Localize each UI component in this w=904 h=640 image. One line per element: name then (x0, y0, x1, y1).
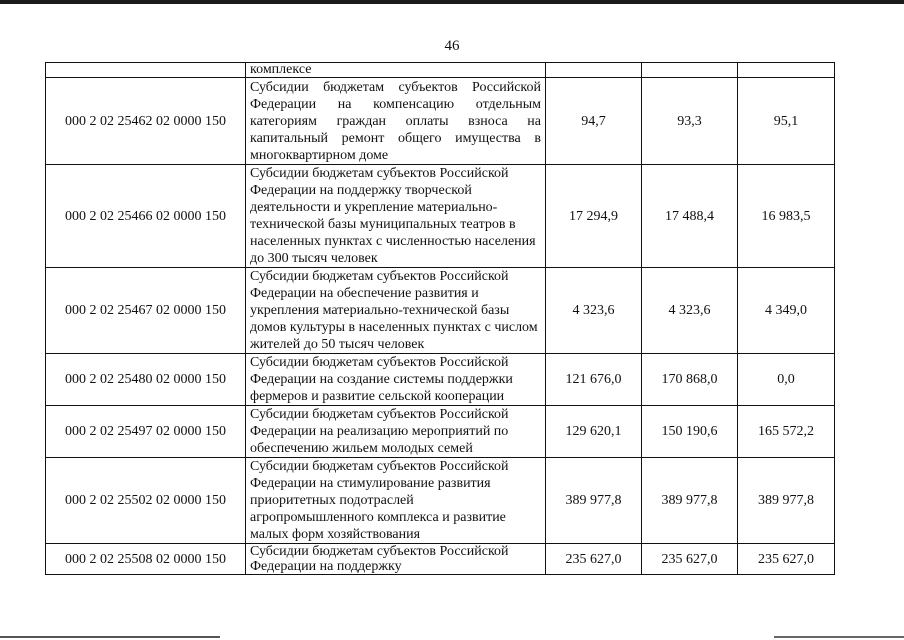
amount-cell-year-2: 4 323,6 (642, 268, 738, 354)
amount-cell-year-3: 165 572,2 (738, 406, 835, 458)
subsidy-name-cell: комплексе (246, 63, 546, 78)
table-row (46, 458, 835, 544)
budget-code-cell: 000 2 02 25462 02 0000 150 (46, 78, 246, 165)
page-number: 46 (444, 38, 460, 54)
amount-cell-year-1: 4 323,6 (546, 268, 642, 354)
subsidy-name-cell: Субсидии бюджетам субъектов Российской Федерации на создание системы поддержки фермеров и развитие сельской кооперации (246, 354, 546, 406)
amount-cell-year-2: 150 190,6 (642, 406, 738, 458)
amount-cell-year-1: 17 294,9 (546, 165, 642, 268)
amount-cell-year-2: 17 488,4 (642, 165, 738, 268)
amount-cell-year-3: 95,1 (738, 78, 835, 165)
amount-cell-year-1: 121 676,0 (546, 354, 642, 406)
amount-cell-year-3: 4 349,0 (738, 268, 835, 354)
budget-subsidies-table (45, 62, 835, 575)
amount-cell-year-3: 389 977,8 (738, 458, 835, 544)
amount-cell-year-2 (642, 63, 738, 78)
budget-code-cell: 000 2 02 25508 02 0000 150 (46, 544, 246, 575)
budget-code-cell: 000 2 02 25466 02 0000 150 (46, 165, 246, 268)
top-scan-border (0, 0, 904, 4)
budget-code-cell (46, 63, 246, 78)
amount-cell-year-3: 235 627,0 (738, 544, 835, 575)
budget-code-cell: 000 2 02 25502 02 0000 150 (46, 458, 246, 544)
amount-cell-year-3 (738, 63, 835, 78)
amount-cell-year-3: 0,0 (738, 354, 835, 406)
table-row (46, 78, 835, 165)
budget-code-cell: 000 2 02 25467 02 0000 150 (46, 268, 246, 354)
budget-code-cell: 000 2 02 25480 02 0000 150 (46, 354, 246, 406)
amount-cell-year-1: 129 620,1 (546, 406, 642, 458)
amount-cell-year-1 (546, 63, 642, 78)
table-row (46, 406, 835, 458)
table-row (46, 544, 835, 575)
bottom-scan-edge-right (774, 636, 904, 638)
amount-cell-year-1: 235 627,0 (546, 544, 642, 575)
subsidy-name-cell: Субсидии бюджетам субъектов Российской Федерации на стимулирование развития приоритетных подотраслей агропромышленного комплекса и развитие малых форм хозяйствования (246, 458, 546, 544)
budget-code-cell: 000 2 02 25497 02 0000 150 (46, 406, 246, 458)
subsidy-name-cell: Субсидии бюджетам субъектов Российской Федерации на поддержку творческой деятельности и укрепление материально-технической базы муниципальных театров в населенных пунктах с численностью населения до 300 тысяч человек (246, 165, 546, 268)
amount-cell-year-3: 16 983,5 (738, 165, 835, 268)
subsidy-name-cell: Субсидии бюджетам субъектов Российской Федерации на реализацию мероприятий по обеспечению жильем молодых семей (246, 406, 546, 458)
amount-cell-year-2: 389 977,8 (642, 458, 738, 544)
amount-cell-year-2: 170 868,0 (642, 354, 738, 406)
amount-cell-year-1: 389 977,8 (546, 458, 642, 544)
table-row (46, 63, 835, 78)
subsidy-name-cell: Субсидии бюджетам субъектов Российской Федерации на компенсацию отдельным категориям граждан оплаты взноса на капитальный ремонт общего имущества в многоквартирном доме (246, 78, 546, 165)
table-row (46, 268, 835, 354)
amount-cell-year-2: 235 627,0 (642, 544, 738, 575)
bottom-scan-edge (0, 636, 220, 638)
subsidy-name-cell: Субсидии бюджетам субъектов Российской Федерации на поддержку (246, 544, 546, 575)
subsidy-name-cell: Субсидии бюджетам субъектов Российской Федерации на обеспечение развития и укрепления материально-технической базы домов культуры в населенных пунктах с числом жителей до 50 тысяч человек (246, 268, 546, 354)
table-row (46, 165, 835, 268)
table-row (46, 354, 835, 406)
amount-cell-year-1: 94,7 (546, 78, 642, 165)
amount-cell-year-2: 93,3 (642, 78, 738, 165)
